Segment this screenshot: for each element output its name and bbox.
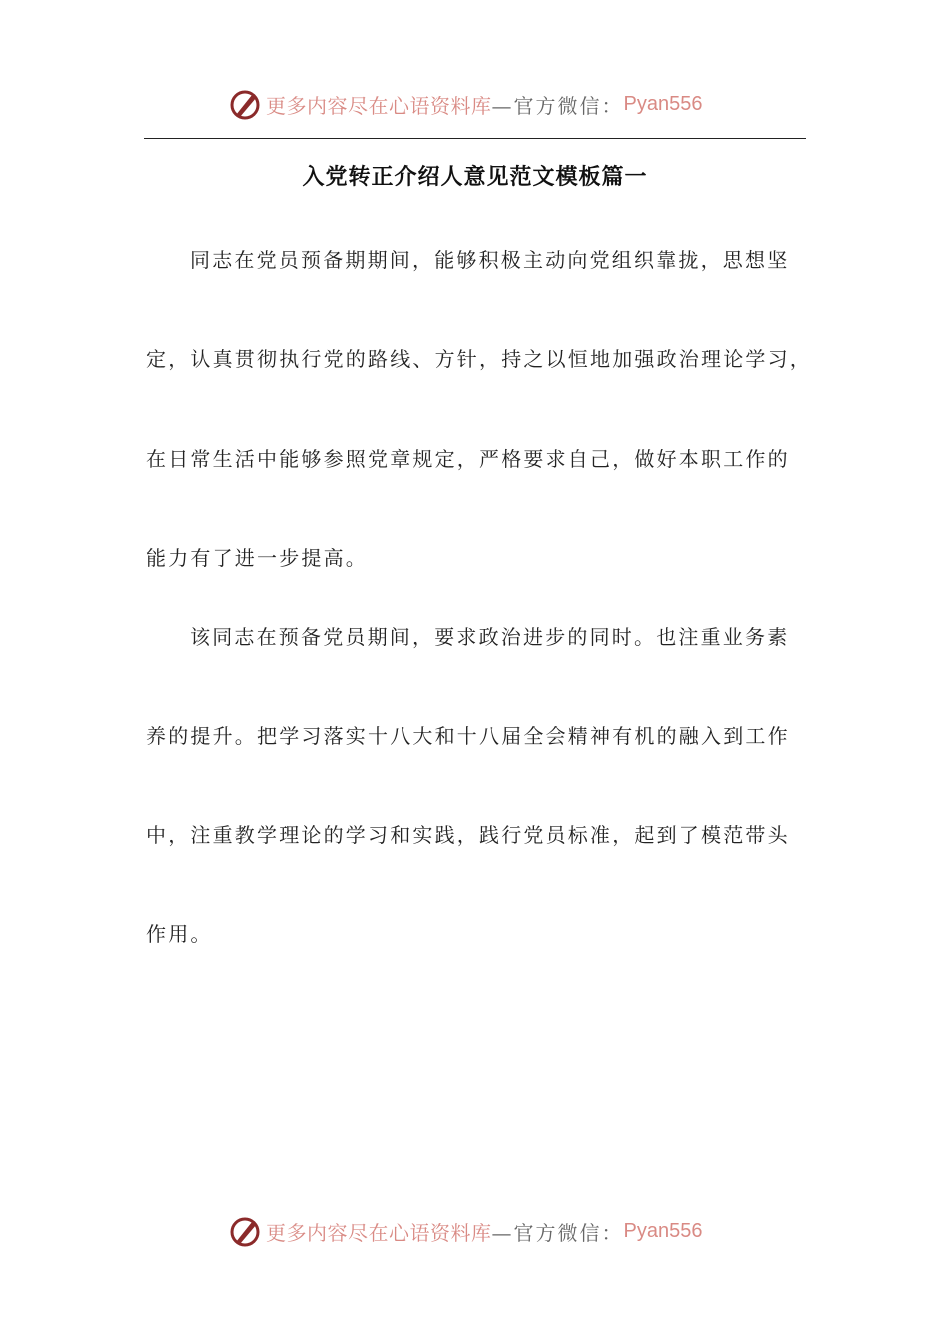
banner-wechat-label: —官方微信： bbox=[491, 93, 624, 118]
footer-banner bbox=[228, 1211, 748, 1251]
text-line: 中，注重教学理论的学习和实践，践行党员标准，起到了模范带头 bbox=[146, 823, 790, 847]
pen-logo-icon bbox=[228, 1214, 262, 1248]
text-line: 在日常生活中能够参照党章规定，严格要求自己，做好本职工作的 bbox=[146, 447, 790, 471]
text-line: 养的提升。把学习落实十八大和十八届全会精神有机的融入到工作 bbox=[146, 724, 790, 748]
banner-text: 更多内容尽在心语资料库 bbox=[266, 93, 492, 118]
text-line: 同志在党员预备期期间，能够积极主动向党组织靠拢，思想坚 bbox=[190, 248, 790, 272]
text-line: 作用。 bbox=[146, 922, 213, 946]
text-line: 定，认真贯彻执行党的路线、方针，持之以恒地加强政治理论学习， bbox=[146, 347, 812, 371]
page-title: 入党转正介绍人意见范文模板篇一 bbox=[302, 164, 648, 190]
banner-wechat-id: Pyan556 bbox=[623, 1219, 703, 1242]
banner-text: 更多内容尽在心语资料库 bbox=[266, 1220, 492, 1245]
pen-logo-icon bbox=[228, 87, 262, 121]
header-divider bbox=[144, 138, 806, 139]
text-line: 该同志在预备党员期间，要求政治进步的同时。也注重业务素 bbox=[190, 625, 790, 649]
banner-wechat-label: —官方微信： bbox=[491, 1220, 624, 1245]
banner-wechat-id: Pyan556 bbox=[623, 92, 703, 115]
text-line: 能力有了进一步提高。 bbox=[146, 546, 368, 570]
header-banner bbox=[228, 84, 748, 124]
